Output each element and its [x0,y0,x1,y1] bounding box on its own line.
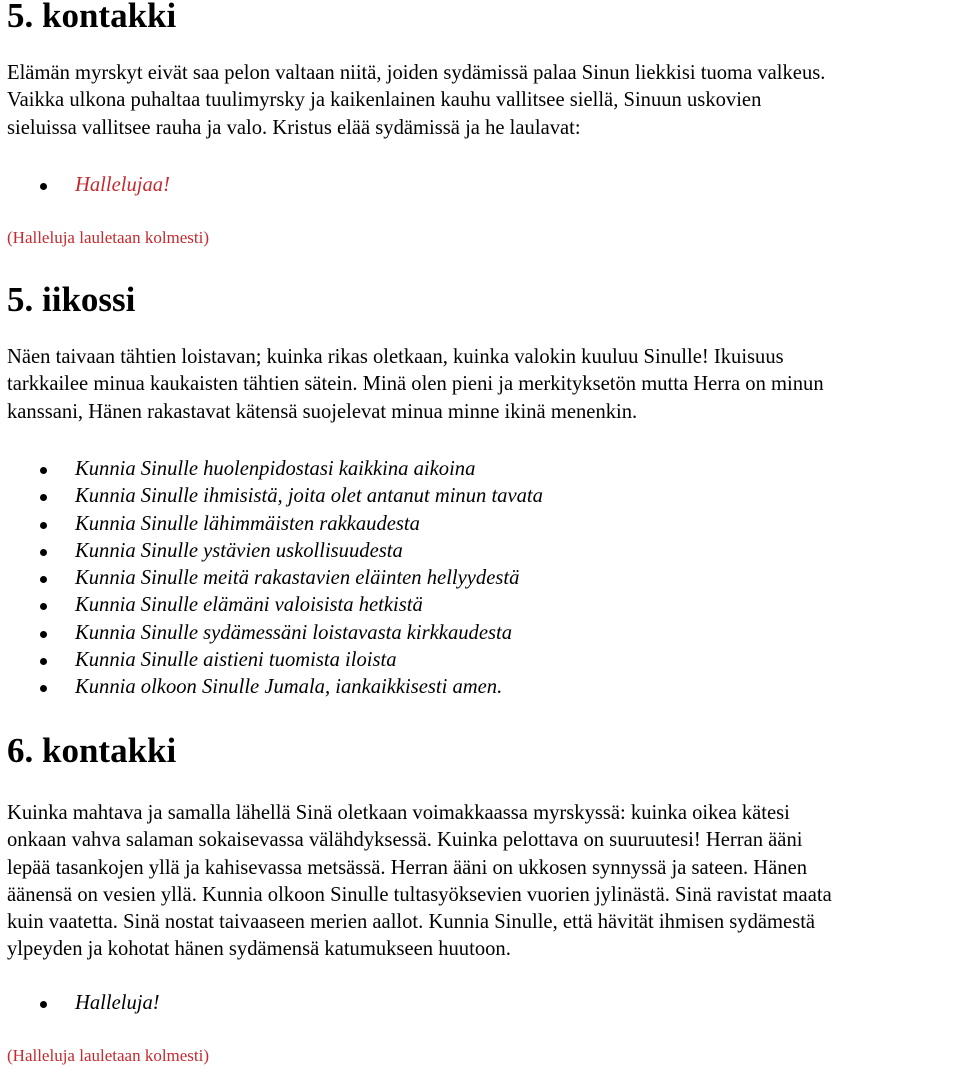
bullet-icon [40,494,47,501]
heading-5-kontakki: 5. kontakki [7,0,177,35]
paragraph-line: kanssani, Hänen rakastavat kätensä suojelevat minua minne ikinä menenkin. [7,400,638,423]
list-item [0,592,543,619]
list-item-text: Kunnia olkoon Sinulle Jumala, iankaikkisesti amen. [75,676,503,699]
bullet-icon [40,549,47,556]
paragraph-line: ylpeyden ja kohotat hänen sydämensä katumukseen huutoon. [7,938,511,961]
bullet-icon [40,522,47,529]
heading-6-kontakki: 6. kontakki [7,731,177,770]
bullet-icon [40,467,47,474]
bullet-icon [40,685,47,692]
list-item [0,620,543,647]
paragraph-line: Vaikka ulkona puhaltaa tuulimyrsky ja kaikenlainen kauhu vallitsee siellä, Sinuun uskovien [7,89,762,112]
paragraph-line: onkaan vahva salaman sokaisevassa välähdyksessä. Kuinka pelottava on suuruutesi! Herran ääni [7,829,803,852]
paragraph-line: kuin vaatetta. Sinä nostat taivaaseen merien aallot. Kunnia Sinulle, että hävität ihmisen sydämestä [7,911,816,934]
paragraph-line: lepää tasankojen yllä ja kahisevassa metsässä. Herran ääni on ukkosen synnyssä ja sateen. Hänen [7,856,808,879]
bullet-icon [40,658,47,665]
bullet-icon [40,183,47,190]
list-item [0,674,543,701]
list-item [0,647,543,674]
bullet-icon [40,576,47,583]
bullet-list-kunnia [0,456,543,702]
bullet-icon [40,1001,47,1008]
list-item-text: Kunnia Sinulle elämäni valoisista hetkistä [75,594,423,617]
paragraph-6-kontakki [7,800,960,964]
list-item [0,172,170,199]
halleluja-text: Halleluja! [75,992,160,1014]
list-item-text: Kunnia Sinulle aistieni tuomista iloista [75,649,397,672]
paragraph-line: tarkkailee minua kaukaisten tähtien sätein. Minä olen pieni ja merkityksetön mutta Herra on minun [7,373,824,396]
list-item-text: Kunnia Sinulle ihmisistä, joita olet antanut minun tavata [75,485,543,508]
paragraph-5-kontakki [7,60,960,142]
repeat-note: (Halleluja lauletaan kolmesti) [7,1046,210,1065]
paragraph-line: Näen taivaan tähtien loistavan; kuinka rikas oletkaan, kuinka valokin kuuluu Sinulle! Ikuisuus [7,346,784,368]
list-item [0,538,543,565]
list-item-text: Kunnia Sinulle lähimmäisten rakkaudesta [75,512,420,535]
repeat-note: (Halleluja lauletaan kolmesti) [7,228,210,247]
bullet-icon [40,603,47,610]
bullet-icon [40,631,47,638]
list-item [0,456,543,483]
list-item [0,511,543,538]
paragraph-line: Kuinka mahtava ja samalla lähellä Sinä oletkaan voimakkaassa myrskyssä: kuinka oikea kätesi [7,802,790,824]
list-item-text: Kunnia Sinulle sydämessäni loistavasta kirkkaudesta [75,621,513,644]
hallelujaa-text: Hallelujaa! [75,174,170,196]
paragraph-line: äänensä on vesien yllä. Kunnia olkoon Sinulle tultasyöksevien vuorien jylinästä. Sinä ravistat maata [7,883,832,906]
list-item [0,483,543,510]
paragraph-line: Elämän myrskyt eivät saa pelon valtaan niitä, joiden sydämissä palaa Sinun liekkisi tuoma valkeus. [7,62,826,84]
list-item-text: Kunnia Sinulle ystävien uskollisuudesta [75,539,403,562]
bullet-list-halleluja [0,990,160,1017]
list-item-text: Kunnia Sinulle huolenpidostasi kaikkina aikoina [75,458,476,480]
bullet-list-hallelujaa [0,172,170,199]
heading-5-iikossi: 5. iikossi [7,280,136,319]
list-item [0,565,543,592]
list-item-text: Kunnia Sinulle meitä rakastavien eläinten hellyydestä [75,567,520,590]
paragraph-line: sieluissa vallitsee rauha ja valo. Kristus elää sydämissä ja he laulavat: [7,116,581,139]
list-item [0,990,160,1017]
paragraph-5-iikossi [7,344,960,426]
